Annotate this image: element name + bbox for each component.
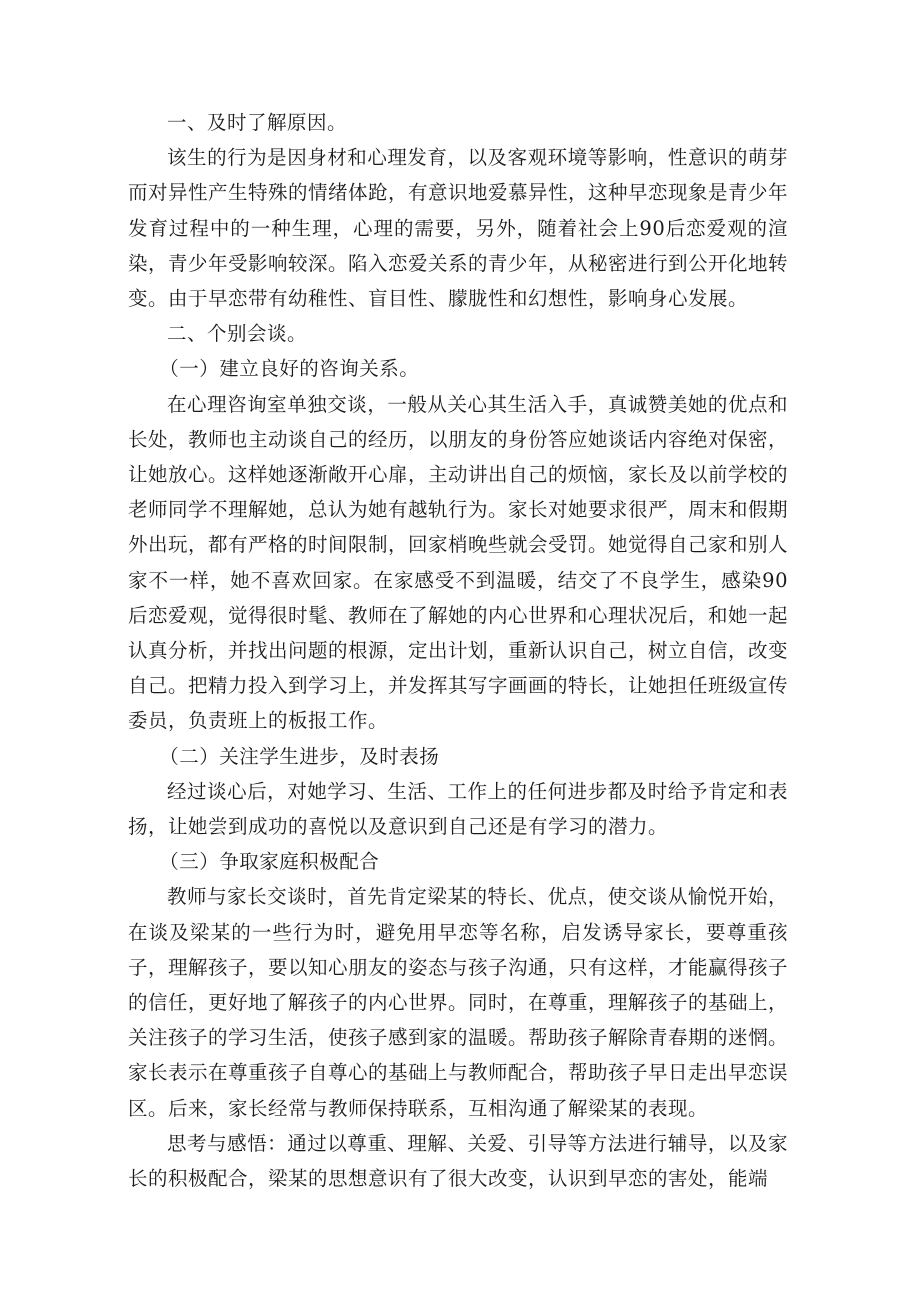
document-page	[128, 105, 788, 1196]
paragraph-reflection: 思考与感悟：通过以尊重、理解、关爱、引导等方法进行辅导，以及家长的积极配合，梁某的思想意识有了很大改变，认识到早恋的害处，能端	[128, 1131, 788, 1191]
section-heading-1: 一、及时了解原因。	[167, 111, 348, 134]
subsection-heading-1: （一）建立良好的咨询关系。	[159, 357, 420, 381]
paragraph-counseling: 在心理咨询室单独交谈，一般从关心其生活入手，真诚赞美她的优点和长处，教师也主动谈自己的经历，以朋友的身份答应她谈话内容绝对保密，让她放心。这样她逐渐敞开心扉，主动讲出自己的烦恼，家长及以前学校的老师同学不理解她，总认为她有越轨行为。家长对她要求很严，周末和假期外出玩，都有严格的时间限制，回家梢晚些就会受罚。她觉得自己家和别人家不一样，她不喜欢回家。在家感受不到温暖，结交了不良学生，感染90后恋爱观，觉得很时髦、教师在了解她的内心世界和心理状况后，和她一起认真分析，并找出问题的根源，定出计划，重新认识自己，树立自信，改变自己。把精力投入到学习上，并发挥其写字画画的特长，让她担任班级宣传委员，负责班上的板报工作。	[128, 392, 789, 733]
paragraph-causes: 该生的行为是因身材和心理发育，以及客观环境等影响，性意识的萌芽而对异性产生特殊的情绪体跄，有意识地爱慕异性，这种早恋现象是青少年发育过程中的一种生理，心理的需要，另外，随着社会上90后恋爱观的渲染，青少年受影响较深。陷入恋爱关系的青少年，从秘密进行到公开化地转变。由于早恋带有幼稚性、盲目性、朦胧性和幻想性，影响身心发展。	[128, 146, 789, 311]
paragraph-family: 教师与家长交谈时，首先肯定梁某的特长、优点，使交谈从愉悦开始，在谈及梁某的一些行为时，避免用早恋等名称，启发诱导家长，要尊重孩子，理解孩子，要以知心朋友的姿态与孩子沟通，只有这样，才能赢得孩子的信任，更好地了解孩子的内心世界。同时，在尊重，理解孩子的基础上，关注孩子的学习生活，使孩子感到家的温暖。帮助孩子解除青春期的迷惘。家长表示在尊重孩子自尊心的基础上与教师配合，帮助孩子早日走出早恋误区。后来，家长经常与教师保持联系，互相沟通了解梁某的表现。	[128, 885, 789, 1120]
subsection-heading-3: （三）争取家庭积极配合	[159, 850, 380, 874]
section-heading-2: 二、个别会谈。	[167, 322, 308, 346]
paragraph-praise: 经过谈心后，对她学习、生活、工作上的任何进步都及时给予肯定和表扬，让她尝到成功的喜悦以及意识到自己还是有学习的潜力。	[128, 779, 788, 839]
subsection-heading-2: （二）关注学生进步，及时表扬	[159, 744, 440, 768]
